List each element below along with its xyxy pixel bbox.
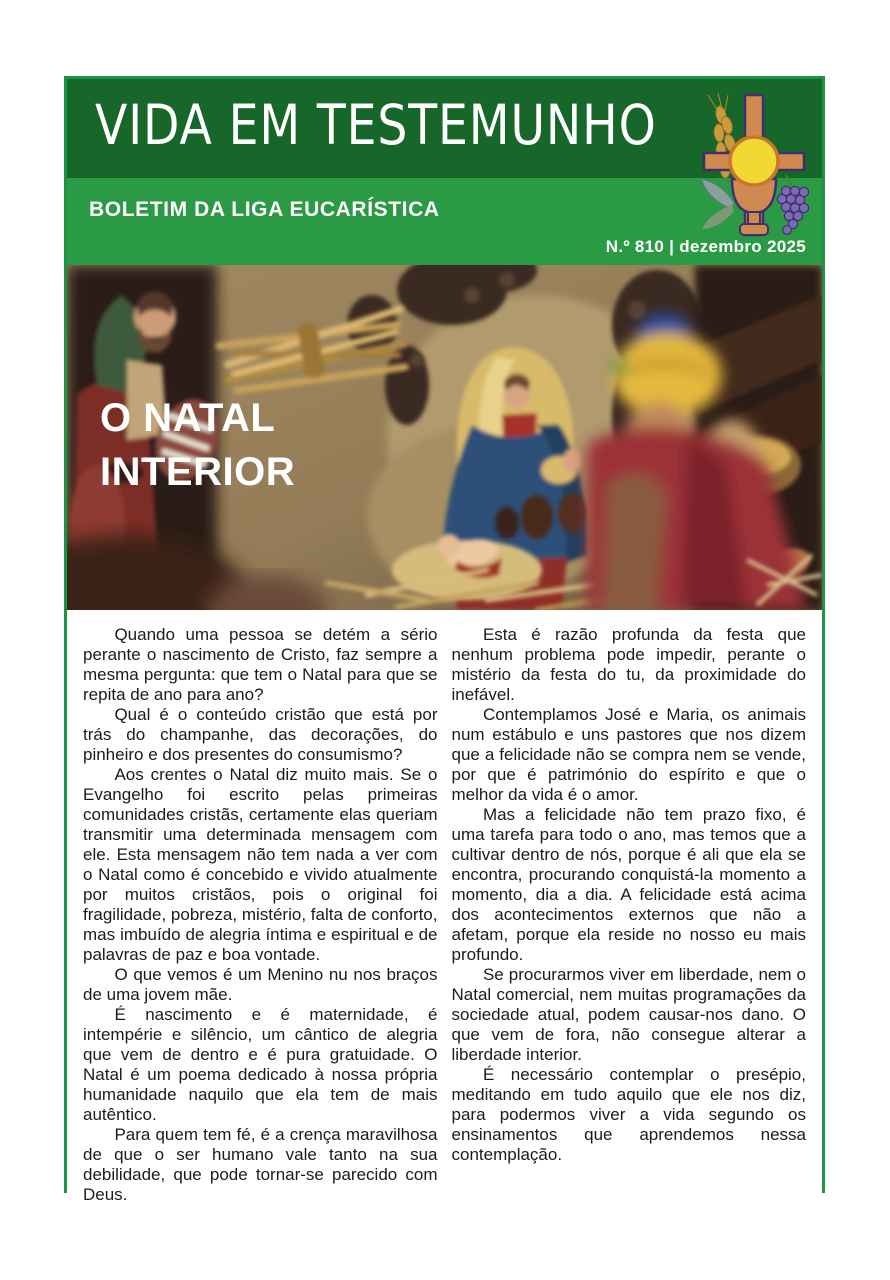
article-paragraph: Quando uma pessoa se detém a sério perante o nascimento de Cristo, faz sempre a mesma pergunta: que tem o Natal para que se repita de ano para ano? (83, 625, 438, 704)
nativity-scene-image (67, 265, 822, 610)
bulletin-title: VIDA EM TESTEMUNHO (95, 93, 657, 157)
hero-title-line1: O NATAL (100, 396, 276, 440)
article-paragraph: Mas a felicidade não tem prazo fixo, é uma tarefa para todo o ano, mas temos que a cultivar dentro de nós, porque é ali que ela se encontra, procurando conquistá-la momento a momento, dia a dia. A felicidade está acima dos acontecimentos externos que não a afetam, porque ela reside no nosso eu mais profundo. (451, 805, 806, 964)
article-paragraph: Qual é o conteúdo cristão que está por trás do champanhe, das decorações, do pinheiro e dos presentes do consumismo? (83, 705, 438, 764)
hero-title-line2: INTERIOR (100, 450, 296, 494)
article-paragraph: Esta é razão profunda da festa que nenhum problema pode impedir, perante o mistério da festa do tu, da proximidade do inefável. (451, 625, 806, 704)
article-column-left (83, 625, 438, 1205)
host-icon (730, 137, 778, 185)
issue-number-date: N.º 810 | dezembro 2025 (605, 237, 806, 256)
article-paragraph: É necessário contemplar o presépio, meditando em tudo aquilo que ele nos diz, para podermos viver a vida segundo os ensinamentos que aprendemos nessa contemplação. (451, 1065, 806, 1164)
article-body (67, 610, 822, 1205)
grapes-icon (777, 175, 808, 234)
article-column-right (452, 625, 807, 1205)
hero-title (100, 391, 295, 499)
bulletin-page (64, 76, 825, 1204)
article-paragraph: Aos crentes o Natal diz muito mais. Se o Evangelho foi escrito pelas primeiras comunidades cristãs, certamente elas queriam transmitir uma determinada mensagem com ele. Esta mensagem não tem nada a ver com o Natal como é concebido e vivido atualmente por muitos cristãos, pois o original foi fragilidade, pobreza, mistério, falta de conforto, mas imbuído de alegria íntima e espiritual e de palavras de paz e boa vontade. (83, 765, 438, 964)
article-paragraph: O que vemos é um Menino nu nos braços de uma jovem mãe. (83, 965, 438, 1004)
article-paragraph: Para quem tem fé, é a crença maravilhosa de que o ser humano vale tanto na sua debilidade, que pode tornar-se parecido com Deus. (83, 1125, 438, 1204)
article-paragraph: Contemplamos José e Maria, os animais num estábulo e uns pastores que nos dizem que a felicidade não se compra nem se vende, por que é património do espírito e que o melhor da vida é o amor. (451, 705, 806, 804)
article-paragraph: É nascimento e é maternidade, é intempérie e silêncio, um cântico de alegria que vem de dentro e é pura gratuidade. O Natal é um poema dedicado à nossa própria humanidade naquilo que ela tem de mais autêntico. (83, 1005, 438, 1124)
article-paragraph: Se procurarmos viver em liberdade, nem o Natal comercial, nem muitas programações da sociedade atual, podem causar-nos dano. O que vem de fora, não consegue alterar a liberdade interior. (451, 965, 806, 1064)
chalice-icon (732, 179, 776, 235)
bulletin-subtitle: BOLETIM DA LIGA EUCARÍSTICA (89, 198, 440, 221)
eucharist-cross-logo-icon (694, 91, 814, 243)
